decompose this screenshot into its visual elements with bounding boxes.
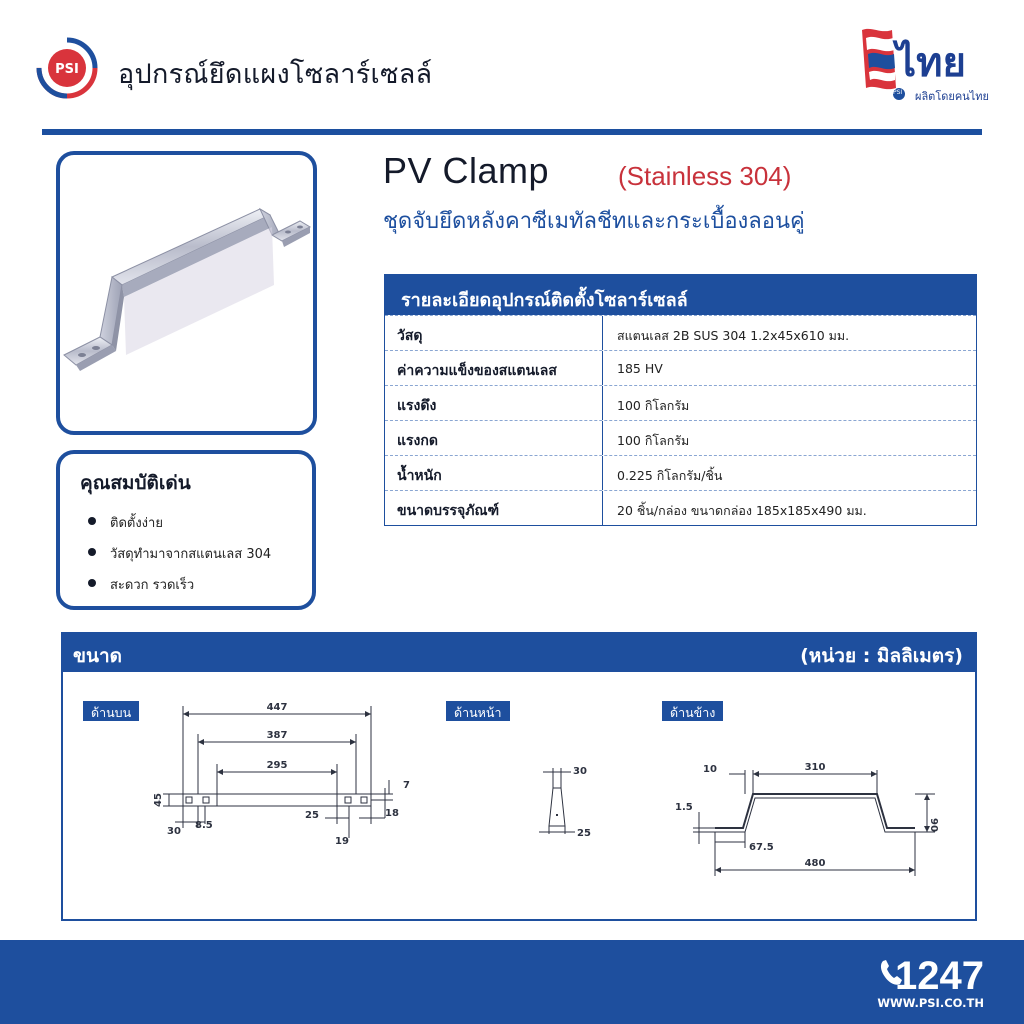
product-photo-frame: [56, 151, 317, 435]
thai-logo-badge: PSI: [893, 89, 903, 96]
spec-table-heading: รายละเอียดอุปกรณ์ติดตั้งโซลาร์เซลล์: [385, 275, 976, 315]
psi-logo-text: PSI: [55, 62, 79, 77]
dim-25-label: 25: [305, 810, 319, 821]
front-view-tag: ด้านหน้า: [446, 701, 510, 721]
list-item: ติดตั้งง่าย: [88, 512, 271, 543]
dim-19-label: 19: [335, 836, 349, 847]
spec-value: 0.225 กิโลกรัม/ชิ้น: [617, 468, 723, 483]
dim-7-label: 7: [403, 780, 410, 791]
hotline-number: 1247: [895, 954, 984, 998]
dim-447-label: 447: [266, 702, 288, 713]
spec-value: สแตนเลส 2B SUS 304 1.2x45x610 มม.: [617, 328, 850, 343]
spec-value: 100 กิโลกรัม: [617, 433, 690, 448]
top-view-drawing: [145, 698, 425, 858]
header-divider: [42, 129, 982, 135]
pv-clamp-image: [60, 155, 313, 431]
table-row: [385, 315, 976, 350]
spec-value: 185 HV: [617, 361, 663, 376]
table-row: [385, 350, 976, 385]
page-footer: [0, 940, 1024, 1024]
features-list: [88, 512, 271, 605]
dimensions-title: ขนาด: [73, 645, 122, 667]
dim-45-label: 45: [153, 793, 164, 807]
side-view-drawing: [673, 754, 943, 894]
spec-label: ขนาดบรรจุภัณฑ์: [385, 491, 603, 525]
side-dim-67-5-label: 67.5: [749, 842, 774, 853]
dim-30-label: 30: [167, 826, 181, 837]
phone-icon: [877, 958, 907, 988]
spec-value: 20 ชิ้น/กล่อง ขนาดกล่อง 185x185x490 มม.: [617, 503, 867, 518]
product-name: PV Clamp: [383, 150, 550, 191]
spec-label: ค่าความแข็งของสแตนเลส: [385, 351, 603, 385]
list-item: วัสดุทำมาจากสแตนเลส 304: [88, 543, 271, 574]
dim-8-5-label: 8.5: [195, 820, 213, 831]
side-dim-90-label: 90: [928, 818, 939, 832]
page-header: [0, 0, 1024, 140]
table-row: [385, 490, 976, 525]
side-dim-480-label: 480: [804, 858, 826, 869]
front-dim-30-label: 30: [573, 766, 587, 777]
dimensions-panel: [61, 632, 977, 921]
thai-logo-word: ไทย: [896, 39, 966, 86]
front-view-drawing: [513, 758, 603, 848]
dimensions-unit-note: (หน่วย : มิลลิเมตร): [800, 645, 963, 667]
dim-387-label: 387: [266, 730, 288, 741]
features-box: [56, 450, 316, 610]
spec-label: วัสดุ: [385, 316, 603, 350]
psi-logo: [36, 37, 98, 99]
table-row: [385, 420, 976, 455]
side-dim-310-label: 310: [804, 762, 826, 773]
side-dim-1-5-label: 1.5: [675, 802, 693, 813]
features-title: คุณสมบัติเด่น: [80, 472, 191, 494]
front-dim-25-label: 25: [577, 828, 591, 839]
spec-table: [384, 274, 977, 526]
dimensions-header: [63, 634, 975, 672]
side-dim-10-label: 10: [703, 764, 717, 775]
spec-label: แรงดึง: [385, 386, 603, 420]
dim-295-label: 295: [266, 760, 288, 771]
dim-18-label: 18: [385, 808, 399, 819]
thai-logo-caption: ผลิตโดยคนไทย: [915, 90, 989, 103]
top-view-tag: ด้านบน: [83, 701, 139, 721]
spec-value: 100 กิโลกรัม: [617, 398, 690, 413]
page-title: อุปกรณ์ยึดแผงโซลาร์เซลล์: [118, 59, 433, 90]
product-subtitle: ชุดจับยึดหลังคาซีเมทัลชีทและกระเบื้องลอนคู่: [383, 209, 805, 234]
spec-label: แรงกด: [385, 421, 603, 455]
spec-label: น้ำหนัก: [385, 456, 603, 490]
list-item: สะดวก รวดเร็ว: [88, 574, 271, 605]
side-view-tag: ด้านข้าง: [662, 701, 723, 721]
table-row: [385, 385, 976, 420]
table-row: [385, 455, 976, 490]
website-link[interactable]: WWW.PSI.CO.TH: [877, 996, 984, 1010]
product-material: (Stainless 304): [618, 161, 792, 191]
